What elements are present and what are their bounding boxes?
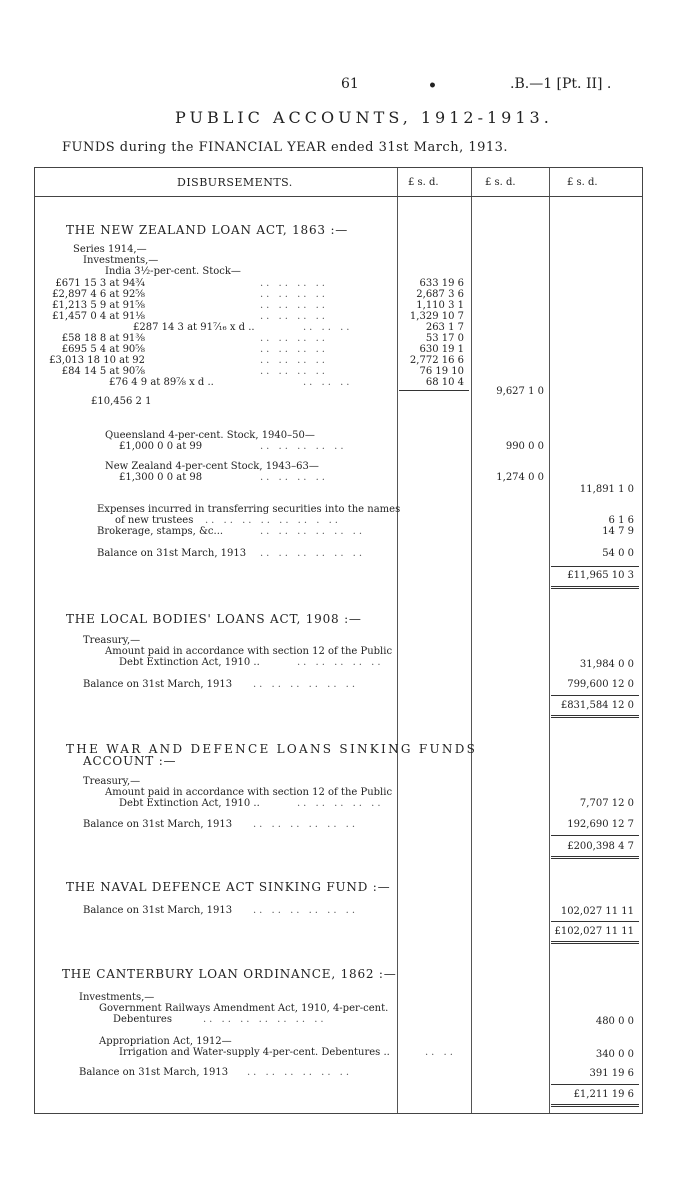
nz-stock-label: New Zealand 4-per-cent Stock, 1943–63— — [105, 461, 319, 472]
appropriation-label: Appropriation Act, 1912— — [99, 1036, 232, 1047]
column-heading-money-1: £ s. d. — [408, 177, 439, 188]
header-dot: • — [428, 78, 437, 94]
irrigation-line: Irrigation and Water-supply 4-per-cent. Debentures .. — [119, 1047, 390, 1058]
leader-dots: .. .. .. .. — [260, 344, 328, 355]
india-stock-total: 9,627 1 0 — [496, 386, 544, 397]
holding-desc: £76 4 9 at 89⅞ x d .. — [109, 377, 214, 388]
amount-paid: 31,984 0 0 — [579, 659, 634, 670]
section-heading-war-defence: THE WAR AND DEFENCE LOANS SINKING FUNDS — [66, 742, 478, 756]
section-heading-nz-loan: THE NEW ZEALAND LOAN ACT, 1863 :— — [66, 223, 349, 237]
balance-label: Balance on 31st March, 1913 — [83, 679, 233, 690]
holding-desc: £84 14 5 at 90⅞ — [61, 366, 145, 377]
holding-amount: 1,110 3 1 — [416, 300, 464, 311]
leader-dots: .. .. .. .. .. .. — [253, 819, 359, 830]
balance-amount: 799,600 12 0 — [567, 679, 634, 690]
leader-dots: .. .. .. .. .. — [297, 798, 384, 809]
gov-railways-line: Government Railways Amendment Act, 1910, 4-per-cent. — [99, 1003, 389, 1014]
holding-amount: 53 17 0 — [425, 333, 464, 344]
section-total: £102,027 11 11 — [554, 926, 634, 937]
nz-stock-desc: £1,300 0 0 at 98 — [119, 472, 203, 483]
expenses-amount: 6 1 6 — [608, 515, 634, 526]
holding-amount: 633 19 6 — [419, 278, 464, 289]
page-number: 61 — [341, 76, 359, 92]
leader-dots: .. .. .. .. — [260, 300, 328, 311]
leader-dots: .. .. .. .. — [260, 289, 328, 300]
india-stock-label: India 3½-per-cent. Stock— — [105, 266, 241, 277]
total-double-rule — [551, 1104, 639, 1107]
investments-total: 11,891 1 0 — [579, 484, 634, 495]
total-double-rule — [551, 715, 639, 718]
total-double-rule — [551, 856, 639, 859]
holding-amount: 1,329 10 7 — [409, 311, 464, 322]
holding-desc: £671 15 3 at 94¾ — [55, 278, 145, 289]
document-reference: .B.—1 [Pt. II] . — [510, 76, 612, 92]
holding-desc: £58 18 8 at 91⅜ — [61, 333, 145, 344]
leader-dots: .. .. .. — [303, 377, 353, 388]
total-double-rule — [551, 941, 639, 944]
page-subtitle: FUNDS during the FINANCIAL YEAR ended 31st March, 1913. — [62, 140, 509, 155]
leader-dots: .. .. .. .. .. .. — [247, 1067, 353, 1078]
holding-desc: £1,213 5 9 at 91⅝ — [52, 300, 145, 311]
amount-paid: 7,707 12 0 — [579, 798, 634, 809]
total-double-rule — [551, 586, 639, 589]
gov-railways-line-cont: Debentures — [113, 1014, 172, 1025]
leader-dots: .. .. .. .. .. .. — [260, 526, 366, 537]
leader-dots: .. .. .. .. — [260, 278, 328, 289]
holding-amount: 76 19 10 — [419, 366, 464, 377]
disbursements-table — [34, 167, 643, 1114]
balance-amount: 391 19 6 — [589, 1068, 634, 1079]
holding-desc: £1,457 0 4 at 91⅛ — [52, 311, 145, 322]
leader-dots: .. .. .. .. .. .. — [253, 679, 359, 690]
queensland-stock-label: Queensland 4-per-cent. Stock, 1940–50— — [105, 430, 315, 441]
holding-amount: 630 19 1 — [419, 344, 464, 355]
leader-dots: .. .. .. .. .. .. — [260, 548, 366, 559]
expenses-label-cont: of new trustees — [115, 515, 194, 526]
holding-amount: 68 10 4 — [425, 377, 464, 388]
balance-amount: 102,027 11 11 — [560, 906, 634, 917]
payment-line: Amount paid in accordance with section 12 of the Public — [105, 646, 393, 657]
nominal-total: £10,456 2 1 — [91, 396, 152, 407]
treasury-label: Treasury,— — [83, 776, 141, 787]
holding-desc: £3,013 18 10 at 92 — [49, 355, 145, 366]
section-heading-local-bodies: THE LOCAL BODIES' LOANS ACT, 1908 :— — [66, 612, 362, 626]
leader-dots: .. .. — [425, 1047, 456, 1058]
column-divider — [397, 168, 398, 1113]
balance-label: Balance on 31st March, 1913 — [83, 905, 233, 916]
balance-label: Balance on 31st March, 1913 — [97, 548, 247, 559]
investments-label: Investments,— — [83, 255, 159, 266]
leader-dots: .. .. .. .. .. .. — [253, 905, 359, 916]
brokerage-label: Brokerage, stamps, &c... — [97, 526, 224, 537]
leader-dots: .. .. .. .. — [260, 355, 328, 366]
total-rule — [551, 566, 639, 567]
leader-dots: .. .. .. .. .. — [297, 657, 384, 668]
page-title: PUBLIC ACCOUNTS, 1912-1913. — [175, 108, 553, 127]
total-rule — [551, 695, 639, 696]
leader-dots: .. .. .. .. .. .. . .. — [205, 515, 341, 526]
treasury-label: Treasury,— — [83, 635, 141, 646]
series-label: Series 1914,— — [73, 244, 147, 255]
balance-amount: 54 0 0 — [602, 548, 634, 559]
gov-railways-amount: 480 0 0 — [595, 1016, 634, 1027]
leader-dots: .. .. .. .. — [260, 472, 328, 483]
balance-label: Balance on 31st March, 1913 — [83, 819, 233, 830]
total-rule — [551, 835, 639, 836]
total-rule — [551, 921, 639, 922]
section-total: £200,398 4 7 — [567, 841, 634, 852]
column-heading-disbursements: DISBURSEMENTS. — [177, 176, 293, 189]
total-rule — [551, 1084, 639, 1085]
section-total: £1,211 19 6 — [573, 1089, 634, 1100]
holding-desc: £695 5 4 at 90⅝ — [61, 344, 145, 355]
payment-line: Amount paid in accordance with section 12 of the Public — [105, 787, 393, 798]
header-rule — [35, 196, 642, 197]
holding-amount: 2,772 16 6 — [409, 355, 464, 366]
leader-dots: .. .. .. .. — [260, 311, 328, 322]
column-divider — [471, 168, 472, 1113]
irrigation-amount: 340 0 0 — [595, 1049, 634, 1060]
holding-desc: £2,897 4 6 at 92⅝ — [52, 289, 145, 300]
expenses-label: Expenses incurred in transferring securities into the names — [97, 504, 401, 515]
column-heading-money-3: £ s. d. — [567, 177, 598, 188]
brokerage-amount: 14 7 9 — [602, 526, 634, 537]
leader-dots: .. .. .. .. .. — [260, 441, 347, 452]
holding-amount: 2,687 3 6 — [416, 289, 464, 300]
nz-stock-amount: 1,274 0 0 — [496, 472, 544, 483]
leader-dots: .. .. .. — [303, 322, 353, 333]
section-total: £831,584 12 0 — [560, 700, 634, 711]
payment-line-cont: Debt Extinction Act, 1910 .. — [119, 798, 260, 809]
balance-label: Balance on 31st March, 1913 — [79, 1067, 229, 1078]
section-heading-naval: THE NAVAL DEFENCE ACT SINKING FUND :— — [66, 880, 391, 894]
payment-line-cont: Debt Extinction Act, 1910 .. — [119, 657, 260, 668]
column-heading-money-2: £ s. d. — [485, 177, 516, 188]
section-heading-canterbury: THE CANTERBURY LOAN ORDINANCE, 1862 :— — [62, 967, 397, 981]
section-heading-war-defence-cont: ACCOUNT :— — [83, 754, 177, 768]
queensland-stock-amount: 990 0 0 — [505, 441, 544, 452]
queensland-stock-desc: £1,000 0 0 at 99 — [119, 441, 203, 452]
leader-dots: .. .. .. .. — [260, 366, 328, 377]
balance-amount: 192,690 12 7 — [567, 819, 634, 830]
holding-desc: £287 14 3 at 91⁷⁄₁₆ x d .. — [133, 322, 255, 333]
section-total: £11,965 10 3 — [567, 570, 634, 581]
holding-amount: 263 1 7 — [425, 322, 464, 333]
leader-dots: .. .. .. .. .. .. .. — [203, 1014, 327, 1025]
subtotal-rule — [399, 390, 469, 391]
investments-label: Investments,— — [79, 992, 155, 1003]
leader-dots: .. .. .. .. — [260, 333, 328, 344]
column-divider — [549, 168, 550, 1113]
